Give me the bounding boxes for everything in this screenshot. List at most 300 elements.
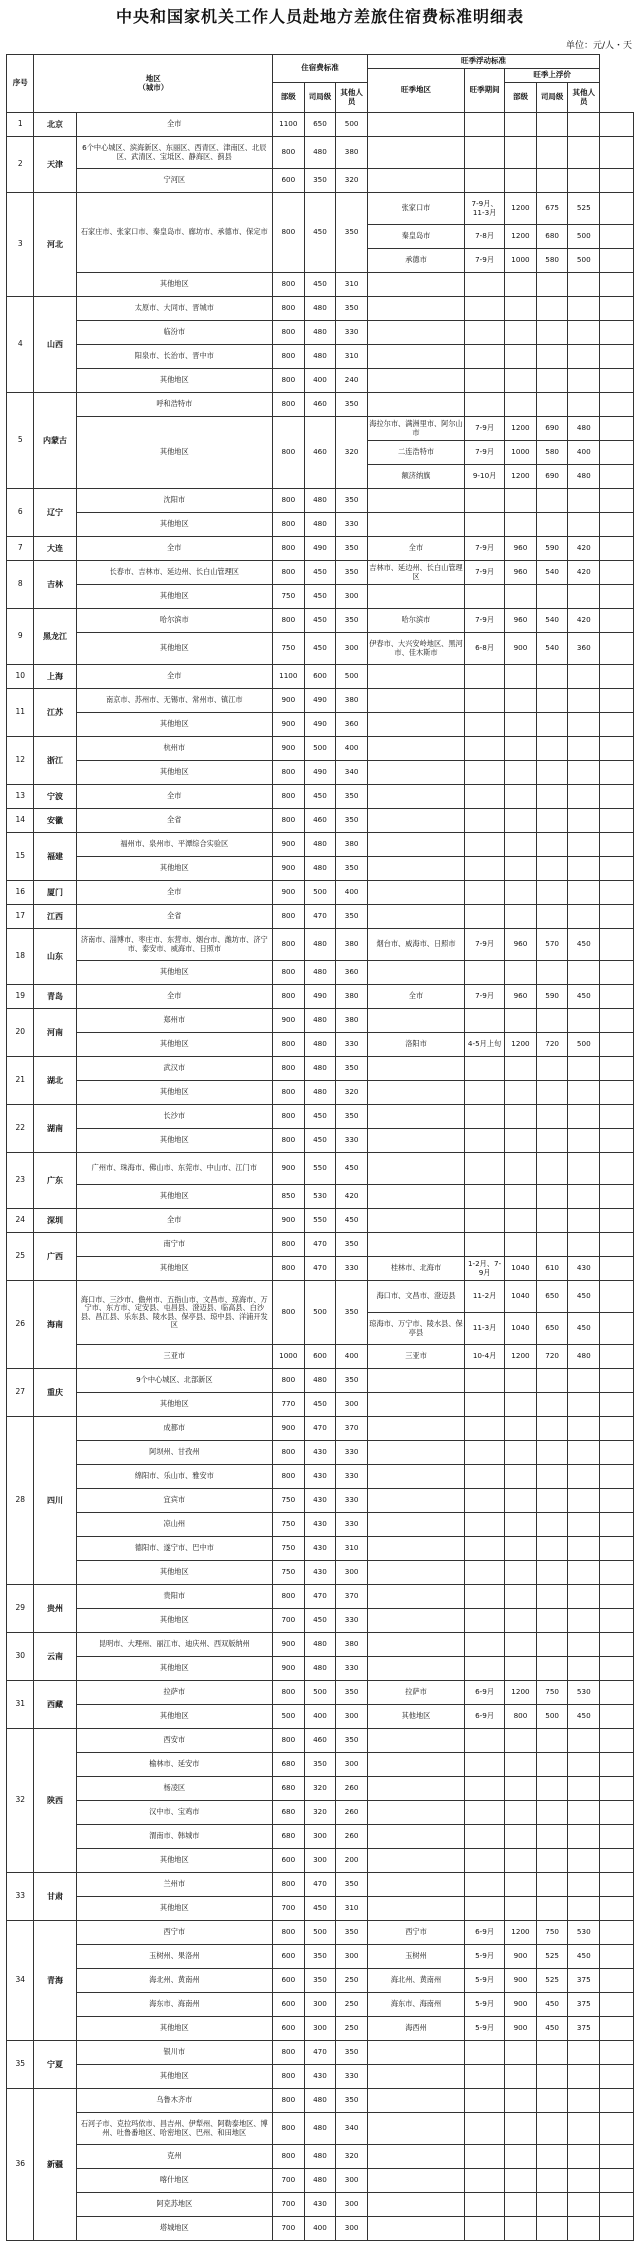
cell-b2: 450 [304,1129,336,1153]
cell-b2: 480 [304,961,336,985]
cell-city: 其他地区 [76,2017,272,2041]
cell-peak-area: 秦皇岛市 [367,225,464,249]
cell-b3: 250 [336,1993,368,2017]
cell-p2: 720 [536,1033,568,1057]
cell-peak-area: 全市 [367,985,464,1009]
cell-b2: 480 [304,1009,336,1033]
cell-b1: 800 [272,273,304,297]
cell-p1: 960 [505,537,537,561]
cell-city: 其他地区 [76,1705,272,1729]
cell-city: 济南市、淄博市、枣庄市、东营市、烟台市、潍坊市、济宁市、泰安市、威海市、日照市 [76,929,272,961]
cell-blank [600,1081,634,1105]
cell-peak-period: 5-9月 [465,2017,505,2041]
cell-peak-period: 6-9月 [465,1681,505,1705]
cell-p3 [568,1897,600,1921]
cell-peak-area [367,1129,464,1153]
cell-peak-area [367,1801,464,1825]
cell-peak-period: 4-5月上旬 [465,1033,505,1057]
table-row [7,985,634,1009]
cell-p3 [568,137,600,169]
cell-peak-area: 拉萨市 [367,1681,464,1705]
cell-p3 [568,1489,600,1513]
cell-peak-period [465,905,505,929]
cell-blank [600,809,634,833]
cell-p1 [505,321,537,345]
cell-p2 [536,2113,568,2145]
cell-p3 [568,2217,600,2241]
cell-peak-area [367,1369,464,1393]
cell-b2: 320 [304,1801,336,1825]
table-row [7,1753,634,1777]
cell-blank [600,1513,634,1537]
cell-p1: 900 [505,1969,537,1993]
cell-p2 [536,1633,568,1657]
cell-peak-area [367,2193,464,2217]
cell-peak-period [465,169,505,193]
cell-p3 [568,713,600,737]
cell-b2: 650 [304,113,336,137]
cell-b1: 800 [272,193,304,273]
cell-region: 辽宁 [34,489,76,537]
cell-peak-area: 海东市、海南州 [367,1993,464,2017]
cell-b2: 530 [304,1185,336,1209]
cell-b1: 800 [272,1057,304,1081]
cell-p1 [505,1393,537,1417]
cell-no: 29 [7,1585,34,1633]
cell-peak-period [465,297,505,321]
cell-p3: 360 [568,633,600,665]
cell-city: 兰州市 [76,1873,272,1897]
cell-city: 昆明市、大理州、丽江市、迪庆州、西双版纳州 [76,1633,272,1657]
header-peak-cap: 旺季上浮价 [505,69,600,83]
cell-blank [600,169,634,193]
cell-p2 [536,1849,568,1873]
cell-peak-area: 承德市 [367,249,464,273]
cell-city: 临汾市 [76,321,272,345]
cell-p1 [505,961,537,985]
cell-blank [600,2169,634,2193]
cell-blank [600,417,634,441]
cell-b2: 480 [304,833,336,857]
cell-p3 [568,737,600,761]
cell-blank [600,1633,634,1657]
cell-no: 1 [7,113,34,137]
cell-b2: 470 [304,905,336,929]
cell-peak-area [367,1233,464,1257]
cell-p2: 450 [536,2017,568,2041]
cell-b2: 480 [304,2169,336,2193]
cell-b2: 490 [304,985,336,1009]
cell-peak-area [367,737,464,761]
cell-city: 其他地区 [76,1393,272,1417]
table-row [7,2113,634,2145]
cell-blank [600,785,634,809]
cell-b2: 500 [304,1681,336,1705]
cell-b3: 360 [336,713,368,737]
cell-city: 阿坝州、甘孜州 [76,1441,272,1465]
cell-p3 [568,297,600,321]
cell-b3: 450 [336,1153,368,1185]
cell-p2 [536,1081,568,1105]
cell-b3: 350 [336,857,368,881]
cell-blank [600,1465,634,1489]
cell-p2 [536,585,568,609]
cell-city: 渭南市、韩城市 [76,1825,272,1849]
cell-b1: 900 [272,713,304,737]
cell-peak-period [465,1465,505,1489]
cell-p3 [568,1441,600,1465]
cell-p2 [536,137,568,169]
cell-peak-area [367,273,464,297]
cell-p3 [568,1801,600,1825]
cell-city: 其他地区 [76,1033,272,1057]
cell-p3: 450 [568,1945,600,1969]
cell-p3: 450 [568,1313,600,1345]
table-row [7,1609,634,1633]
cell-city: 长沙市 [76,1105,272,1129]
cell-city: 全省 [76,905,272,929]
table-row [7,1257,634,1281]
cell-p3 [568,273,600,297]
cell-p3 [568,1233,600,1257]
cell-region: 厦门 [34,881,76,905]
cell-p3 [568,393,600,417]
cell-p3 [568,1729,600,1753]
cell-blank [600,2089,634,2113]
cell-b2: 470 [304,1585,336,1609]
cell-blank [600,1849,634,1873]
cell-peak-period [465,2089,505,2113]
table-row [7,1801,634,1825]
cell-region: 云南 [34,1633,76,1681]
cell-b3: 350 [336,2041,368,2065]
table-row [7,417,634,441]
cell-b1: 700 [272,2217,304,2241]
document-title: 中央和国家机关工作人员赴地方差旅住宿费标准明细表 [115,7,524,26]
cell-blank [600,1729,634,1753]
cell-b3: 350 [336,193,368,273]
table-row [7,929,634,961]
cell-peak-area [367,713,464,737]
cell-blank [600,1801,634,1825]
cell-p1 [505,137,537,169]
cell-b1: 800 [272,369,304,393]
cell-b3: 400 [336,737,368,761]
cell-b2: 550 [304,1209,336,1233]
cell-b1: 800 [272,1233,304,1257]
cell-p1 [505,1057,537,1081]
cell-peak-period [465,2217,505,2241]
cell-blank [600,1585,634,1609]
cell-blank [600,833,634,857]
cell-p2: 525 [536,1945,568,1969]
cell-no: 8 [7,561,34,609]
table-row [7,881,634,905]
cell-city: 其他地区 [76,2065,272,2089]
cell-p1 [505,1561,537,1585]
table-row [7,665,634,689]
cell-city: 乌鲁木齐市 [76,2089,272,2113]
cell-b1: 750 [272,585,304,609]
table-row [7,737,634,761]
header-no: 序号 [7,55,34,113]
cell-no: 31 [7,1681,34,1729]
cell-region: 广西 [34,1233,76,1281]
table-row [7,689,634,713]
cell-b2: 430 [304,1513,336,1537]
cell-p2 [536,2193,568,2217]
cell-blank [600,857,634,881]
cell-p2 [536,1233,568,1257]
cell-city: 西宁市 [76,1921,272,1945]
cell-blank [600,137,634,169]
cell-peak-period: 1-2月、7-9月 [465,1257,505,1281]
cell-peak-area [367,1873,464,1897]
cell-blank [600,345,634,369]
cell-p3: 500 [568,1033,600,1057]
cell-peak-area [367,1729,464,1753]
cell-p3 [568,857,600,881]
cell-peak-period [465,1417,505,1441]
lodging-standard-table [6,54,634,2241]
cell-peak-period [465,369,505,393]
cell-peak-period: 11-3月 [465,1313,505,1345]
cell-b3: 330 [336,1129,368,1153]
cell-b2: 450 [304,1393,336,1417]
cell-city: 凉山州 [76,1513,272,1537]
cell-peak-area [367,1825,464,1849]
cell-p3 [568,1849,600,1873]
table-row [7,1105,634,1129]
cell-p3 [568,1657,600,1681]
cell-city: 贵阳市 [76,1585,272,1609]
cell-p3 [568,1873,600,1897]
cell-p3 [568,665,600,689]
cell-blank [600,193,634,225]
cell-b1: 600 [272,169,304,193]
cell-blank [600,465,634,489]
cell-b3: 350 [336,1681,368,1705]
table-row [7,489,634,513]
cell-peak-area [367,881,464,905]
cell-b3: 370 [336,1585,368,1609]
cell-p1 [505,1489,537,1513]
cell-b1: 900 [272,1209,304,1233]
cell-p3 [568,1153,600,1185]
cell-peak-period [465,345,505,369]
cell-b2: 480 [304,513,336,537]
cell-blank [600,561,634,585]
cell-peak-area [367,857,464,881]
table-row [7,585,634,609]
table-row [7,169,634,193]
cell-b1: 900 [272,1417,304,1441]
cell-city: 6个中心城区、滨海新区、东丽区、西青区、津南区、北辰区、武清区、宝坻区、静海区、蓟县 [76,137,272,169]
cell-p3 [568,1561,600,1585]
cell-peak-period: 7-9月 [465,537,505,561]
cell-p1: 1040 [505,1313,537,1345]
cell-peak-area: 玉树州 [367,1945,464,1969]
cell-no: 27 [7,1369,34,1417]
cell-p3 [568,1393,600,1417]
cell-city: 其他地区 [76,1609,272,1633]
cell-region: 安徽 [34,809,76,833]
table-row [7,1417,634,1441]
cell-peak-area [367,1185,464,1209]
cell-city: 全市 [76,537,272,561]
cell-blank [600,249,634,273]
cell-p3 [568,1585,600,1609]
cell-b1: 800 [272,1081,304,1105]
cell-region: 内蒙古 [34,393,76,489]
cell-b3: 330 [336,2065,368,2089]
cell-city: 石家庄市、张家口市、秦皇岛市、廊坊市、承德市、保定市 [76,193,272,273]
cell-p2: 580 [536,249,568,273]
cell-no: 25 [7,1233,34,1281]
cell-b3: 350 [336,1369,368,1393]
cell-blank [600,1105,634,1129]
cell-b3: 350 [336,1057,368,1081]
cell-blank [600,513,634,537]
cell-b1: 800 [272,1281,304,1345]
cell-b3: 350 [336,1105,368,1129]
cell-p3: 480 [568,1345,600,1369]
cell-blank [600,1681,634,1705]
cell-b3: 350 [336,1873,368,1897]
cell-peak-area [367,1633,464,1657]
cell-blank [600,1921,634,1945]
cell-peak-area [367,1153,464,1185]
cell-b3: 500 [336,665,368,689]
cell-blank [600,609,634,633]
cell-blank [600,2065,634,2089]
header-p1: 部级 [505,83,537,113]
cell-b2: 300 [304,1849,336,1873]
cell-peak-area [367,345,464,369]
cell-peak-period [465,1153,505,1185]
table-row [7,1153,634,1185]
cell-b2: 450 [304,785,336,809]
cell-p2 [536,1825,568,1849]
cell-p2: 580 [536,441,568,465]
cell-p3 [568,881,600,905]
cell-peak-period [465,833,505,857]
table-row [7,1849,634,1873]
cell-no: 30 [7,1633,34,1681]
cell-p1 [505,1849,537,1873]
cell-b2: 480 [304,2089,336,2113]
cell-b3: 300 [336,2217,368,2241]
cell-peak-period [465,113,505,137]
header-peak-period: 旺季期间 [465,69,505,113]
cell-p1: 960 [505,985,537,1009]
cell-b3: 350 [336,393,368,417]
cell-b2: 430 [304,2065,336,2089]
cell-p2 [536,833,568,857]
cell-p2: 750 [536,1921,568,1945]
unit-note: 单位：元/人・天 [565,41,632,51]
cell-blank [600,1281,634,1313]
cell-blank [600,1441,634,1465]
cell-peak-period: 5-9月 [465,1993,505,2017]
table-row [7,345,634,369]
cell-city: 其他地区 [76,633,272,665]
cell-peak-period: 10-4月 [465,1345,505,1369]
cell-peak-period [465,1849,505,1873]
cell-no: 35 [7,2041,34,2089]
cell-b3: 380 [336,1009,368,1033]
table-row [7,321,634,345]
cell-p1 [505,2217,537,2241]
cell-peak-area: 张家口市 [367,193,464,225]
table-row [7,2017,634,2041]
cell-city: 其他地区 [76,585,272,609]
cell-peak-area [367,761,464,785]
cell-p1 [505,1609,537,1633]
cell-b1: 800 [272,785,304,809]
cell-peak-period [465,273,505,297]
cell-city: 其他地区 [76,513,272,537]
cell-peak-area [367,785,464,809]
cell-peak-area [367,1537,464,1561]
cell-peak-area [367,1393,464,1417]
cell-p1 [505,1129,537,1153]
cell-blank [600,1009,634,1033]
cell-p3 [568,169,600,193]
table-row [7,1369,634,1393]
table-row [7,1633,634,1657]
cell-b1: 800 [272,2113,304,2145]
cell-city: 银川市 [76,2041,272,2065]
cell-blank [600,2217,634,2241]
cell-peak-area [367,297,464,321]
cell-p1 [505,2041,537,2065]
cell-peak-area [367,393,464,417]
table-body [7,113,634,2241]
cell-p1 [505,1465,537,1489]
cell-peak-area [367,689,464,713]
cell-city: 海东市、海南州 [76,1993,272,2017]
cell-p3 [568,833,600,857]
table-row [7,1057,634,1081]
cell-region: 西藏 [34,1681,76,1729]
cell-p2: 590 [536,537,568,561]
cell-b3: 400 [336,1345,368,1369]
cell-p3 [568,1009,600,1033]
cell-p1 [505,169,537,193]
cell-p2 [536,369,568,393]
table-row [7,809,634,833]
cell-p2 [536,1441,568,1465]
table-row [7,1185,634,1209]
cell-b1: 800 [272,961,304,985]
cell-b1: 680 [272,1825,304,1849]
cell-city: 哈尔滨市 [76,609,272,633]
cell-p1: 1200 [505,193,537,225]
cell-peak-period [465,809,505,833]
cell-p2 [536,2089,568,2113]
cell-b1: 900 [272,1633,304,1657]
cell-peak-area: 伊春市、大兴安岭地区、黑河市、佳木斯市 [367,633,464,665]
cell-p2 [536,713,568,737]
cell-p2: 680 [536,225,568,249]
table-row [7,1033,634,1057]
cell-p3 [568,809,600,833]
cell-p2 [536,1609,568,1633]
cell-peak-area [367,169,464,193]
cell-p2 [536,2065,568,2089]
cell-no: 17 [7,905,34,929]
